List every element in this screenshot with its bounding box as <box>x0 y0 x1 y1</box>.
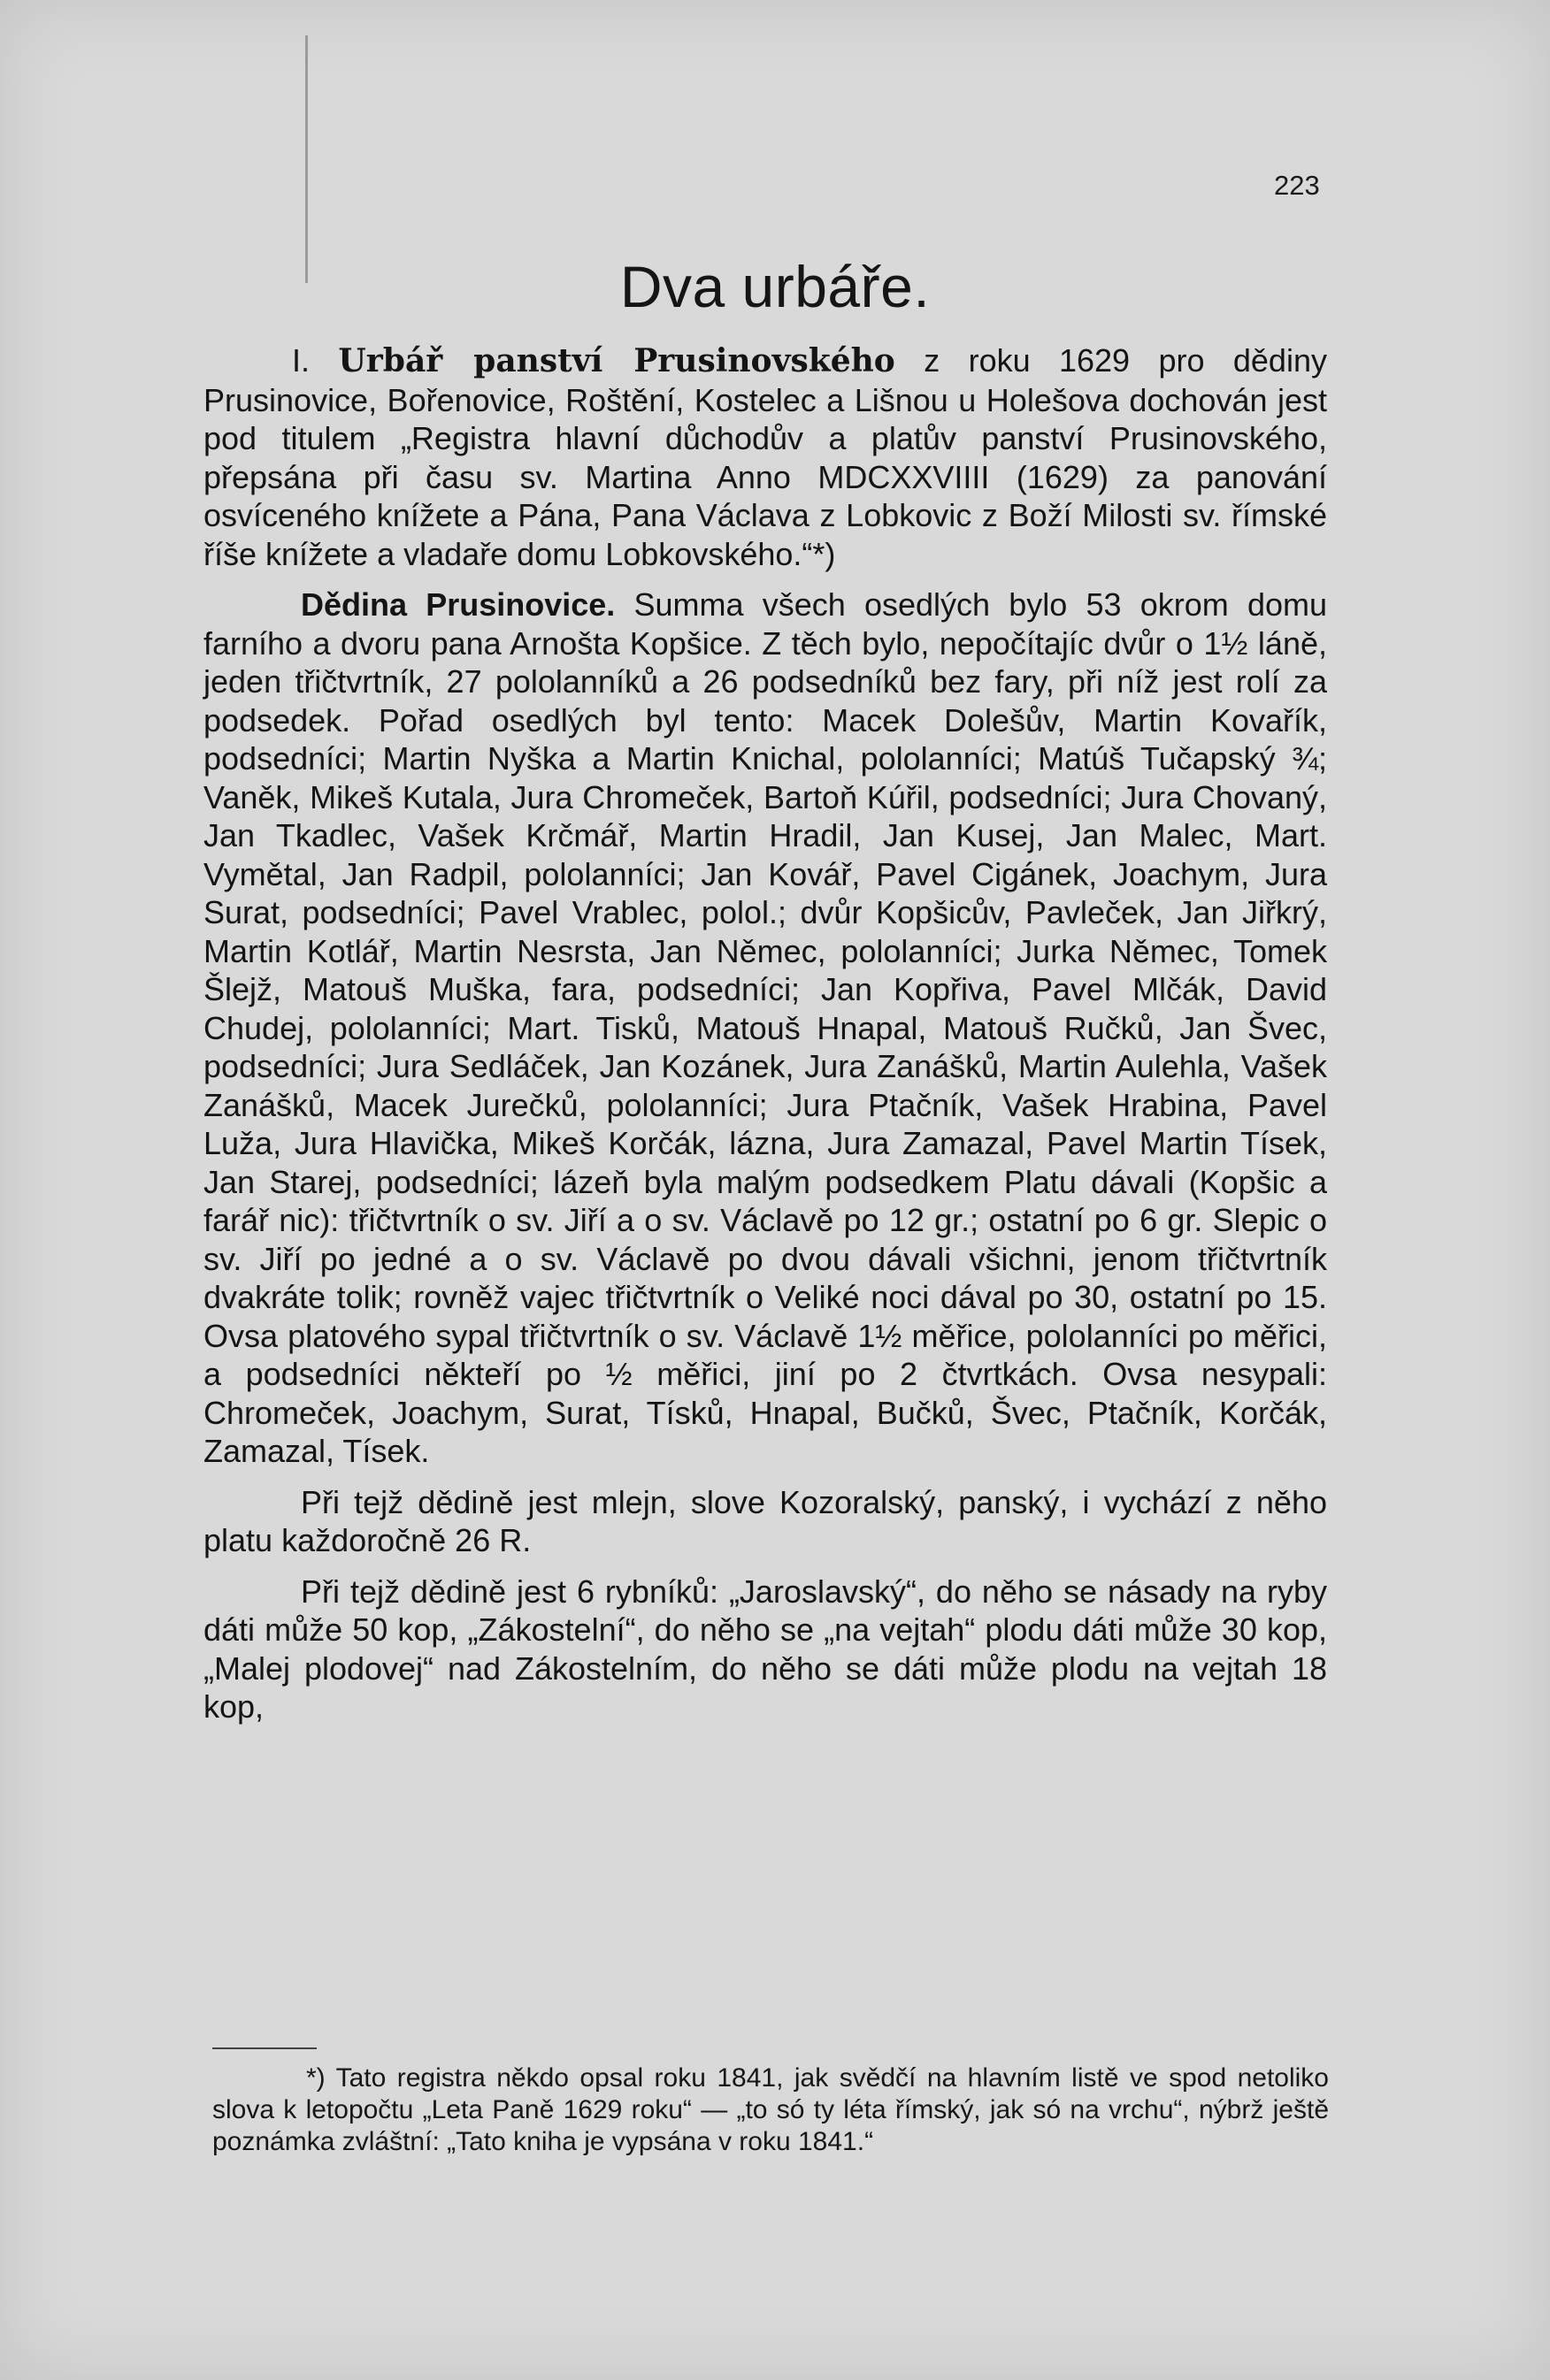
chapter-title: Dva urbáře. <box>619 254 931 319</box>
paragraph-prusinovice <box>203 585 1327 1471</box>
subsection-heading: Dědina Prusinovice. <box>301 586 616 623</box>
body-text <box>203 341 1327 1739</box>
binding-edge-mark <box>305 35 308 283</box>
section-number: I. <box>292 342 311 379</box>
paragraph-text: z roku 1629 pro dědiny Prusinovice, Bořenovice, Roštění, Kostelec a Lišnou u Holešova dochován jest pod titulem „Registra hlavní důchodův a platův panství Prusinovského, přepsána při času sv. Martina Anno MDCXXVIIII (1629) za panování osvíceného knížete a Pána, Pana Václava z Lobkovic z Boží Milosti sv. římské říše knížete a vladaře domu Lobkovského.“*) <box>203 342 1327 572</box>
paragraph-ponds: Při tejž dědině jest 6 rybníků: „Jaroslavský“, do něho se násady na ryby dáti může 50 kop, „Zákostelní“, do něho se „na vejtah“ plodu dáti může 30 kop, „Malej plodovej“ nad Zákostelním, do něho se dáti může plodu na vejtah 18 kop, <box>203 1573 1327 1725</box>
section-heading: Urbář panství Prusinovského <box>338 342 895 379</box>
page-number: 223 <box>1274 170 1320 201</box>
footnote-divider <box>212 2047 317 2049</box>
paragraph-mill: Při tejž dědině jest mlejn, slove Kozoralský, panský, i vychází z něho platu každoročně 26 R. <box>203 1483 1327 1558</box>
paragraph-urbar-intro <box>203 341 1327 573</box>
footnote: *) Tato registra někdo opsal roku 1841, jak svědčí na hlavním listě ve spod netoliko slova k letopočtu „Leta Paně 1629 roku“ — „to só ty léta římský, jak só na vrchu“, nýbrž ještě poznámka zvláštní: „Tato kniha je vypsána v roku 1841.“ <box>212 2063 1329 2156</box>
paragraph-text: Summa všech osedlých bylo 53 okrom domu farního a dvoru pana Arnošta Kopšice. Z těch bylo, nepočítajíc dvůr o 1½ láně, jeden třičtvrtník, 27 pololanníků a 26 podsedníků bez fary, při níž jest rolí za podsedek. Pořad osedlých byl tento: Macek Dolešův, Martin Kovařík, podsedníci; Martin Nyška a Martin Knichal, pololanníci; Matúš Tučapský ¾; Vaněk, Mikeš Kutala, Jura Chromeček, Bartoň Kúřil, podsedníci; Jura Chovaný, Jan Tkadlec, Vašek Krčmář, Martin Hradil, Jan Kusej, Jan Malec, Mart. Vymětal, Jan Radpil, pololanníci; Jan Kovář, Pavel Cigánek, Joachym, Jura Surat, podsedníci; Pavel Vrablec, polol.; dvůr Kopšicův, Pavleček, Jan Jiřkrý, Martin Kotlář, Martin Nesrsta, Jan Němec, pololanníci; Jurka Němec, Tomek Šlejž, Matouš Muška, fara, podsedníci; Jan Kopřiva, Pavel Mlčák, David Chudej, pololanníci; Mart. Tisků, Matouš Hnapal, Matouš Ručků, Jan Švec, podsedníci; Jura Sedláček, Jan Kozánek, Jura Zanášků, Martin Aulehla, Vašek Zanášků, Macek Jurečků, pololanníci; Jura Ptačník, Vašek Hrabina, Pavel Luža, Jura Hlavička, Mikeš Korčák, lázna, Jura Zamazal, Pavel Martin Tísek, Jan Starej, podsedníci; lázeň byla malým podsedkem Platu dávali (Kopšic a farář nic): třičtvrtník o sv. Jiří a o sv. Václavě po 12 gr.; ostatní po 6 gr. Slepic o sv. Jiří po jedné a o sv. Václavě po dvou dávali všichni, jenom třičtvrtník dvakráte tolik; rovněž vajec třičtvrtník o Veliké noci dával po 30, ostatní po 15. Ovsa platového sypal třičtvrtník o sv. Václavě 1½ měřice, pololanníci po měřici, a podsedníci někteří po ½ měřici, jiní po 2 čtvrtkách. Ovsa nesypali: Chromeček, Joachym, Surat, Tísků, Hnapal, Bučků, Švec, Ptačník, Korčák, Zamazal, Tísek. <box>203 586 1328 1469</box>
